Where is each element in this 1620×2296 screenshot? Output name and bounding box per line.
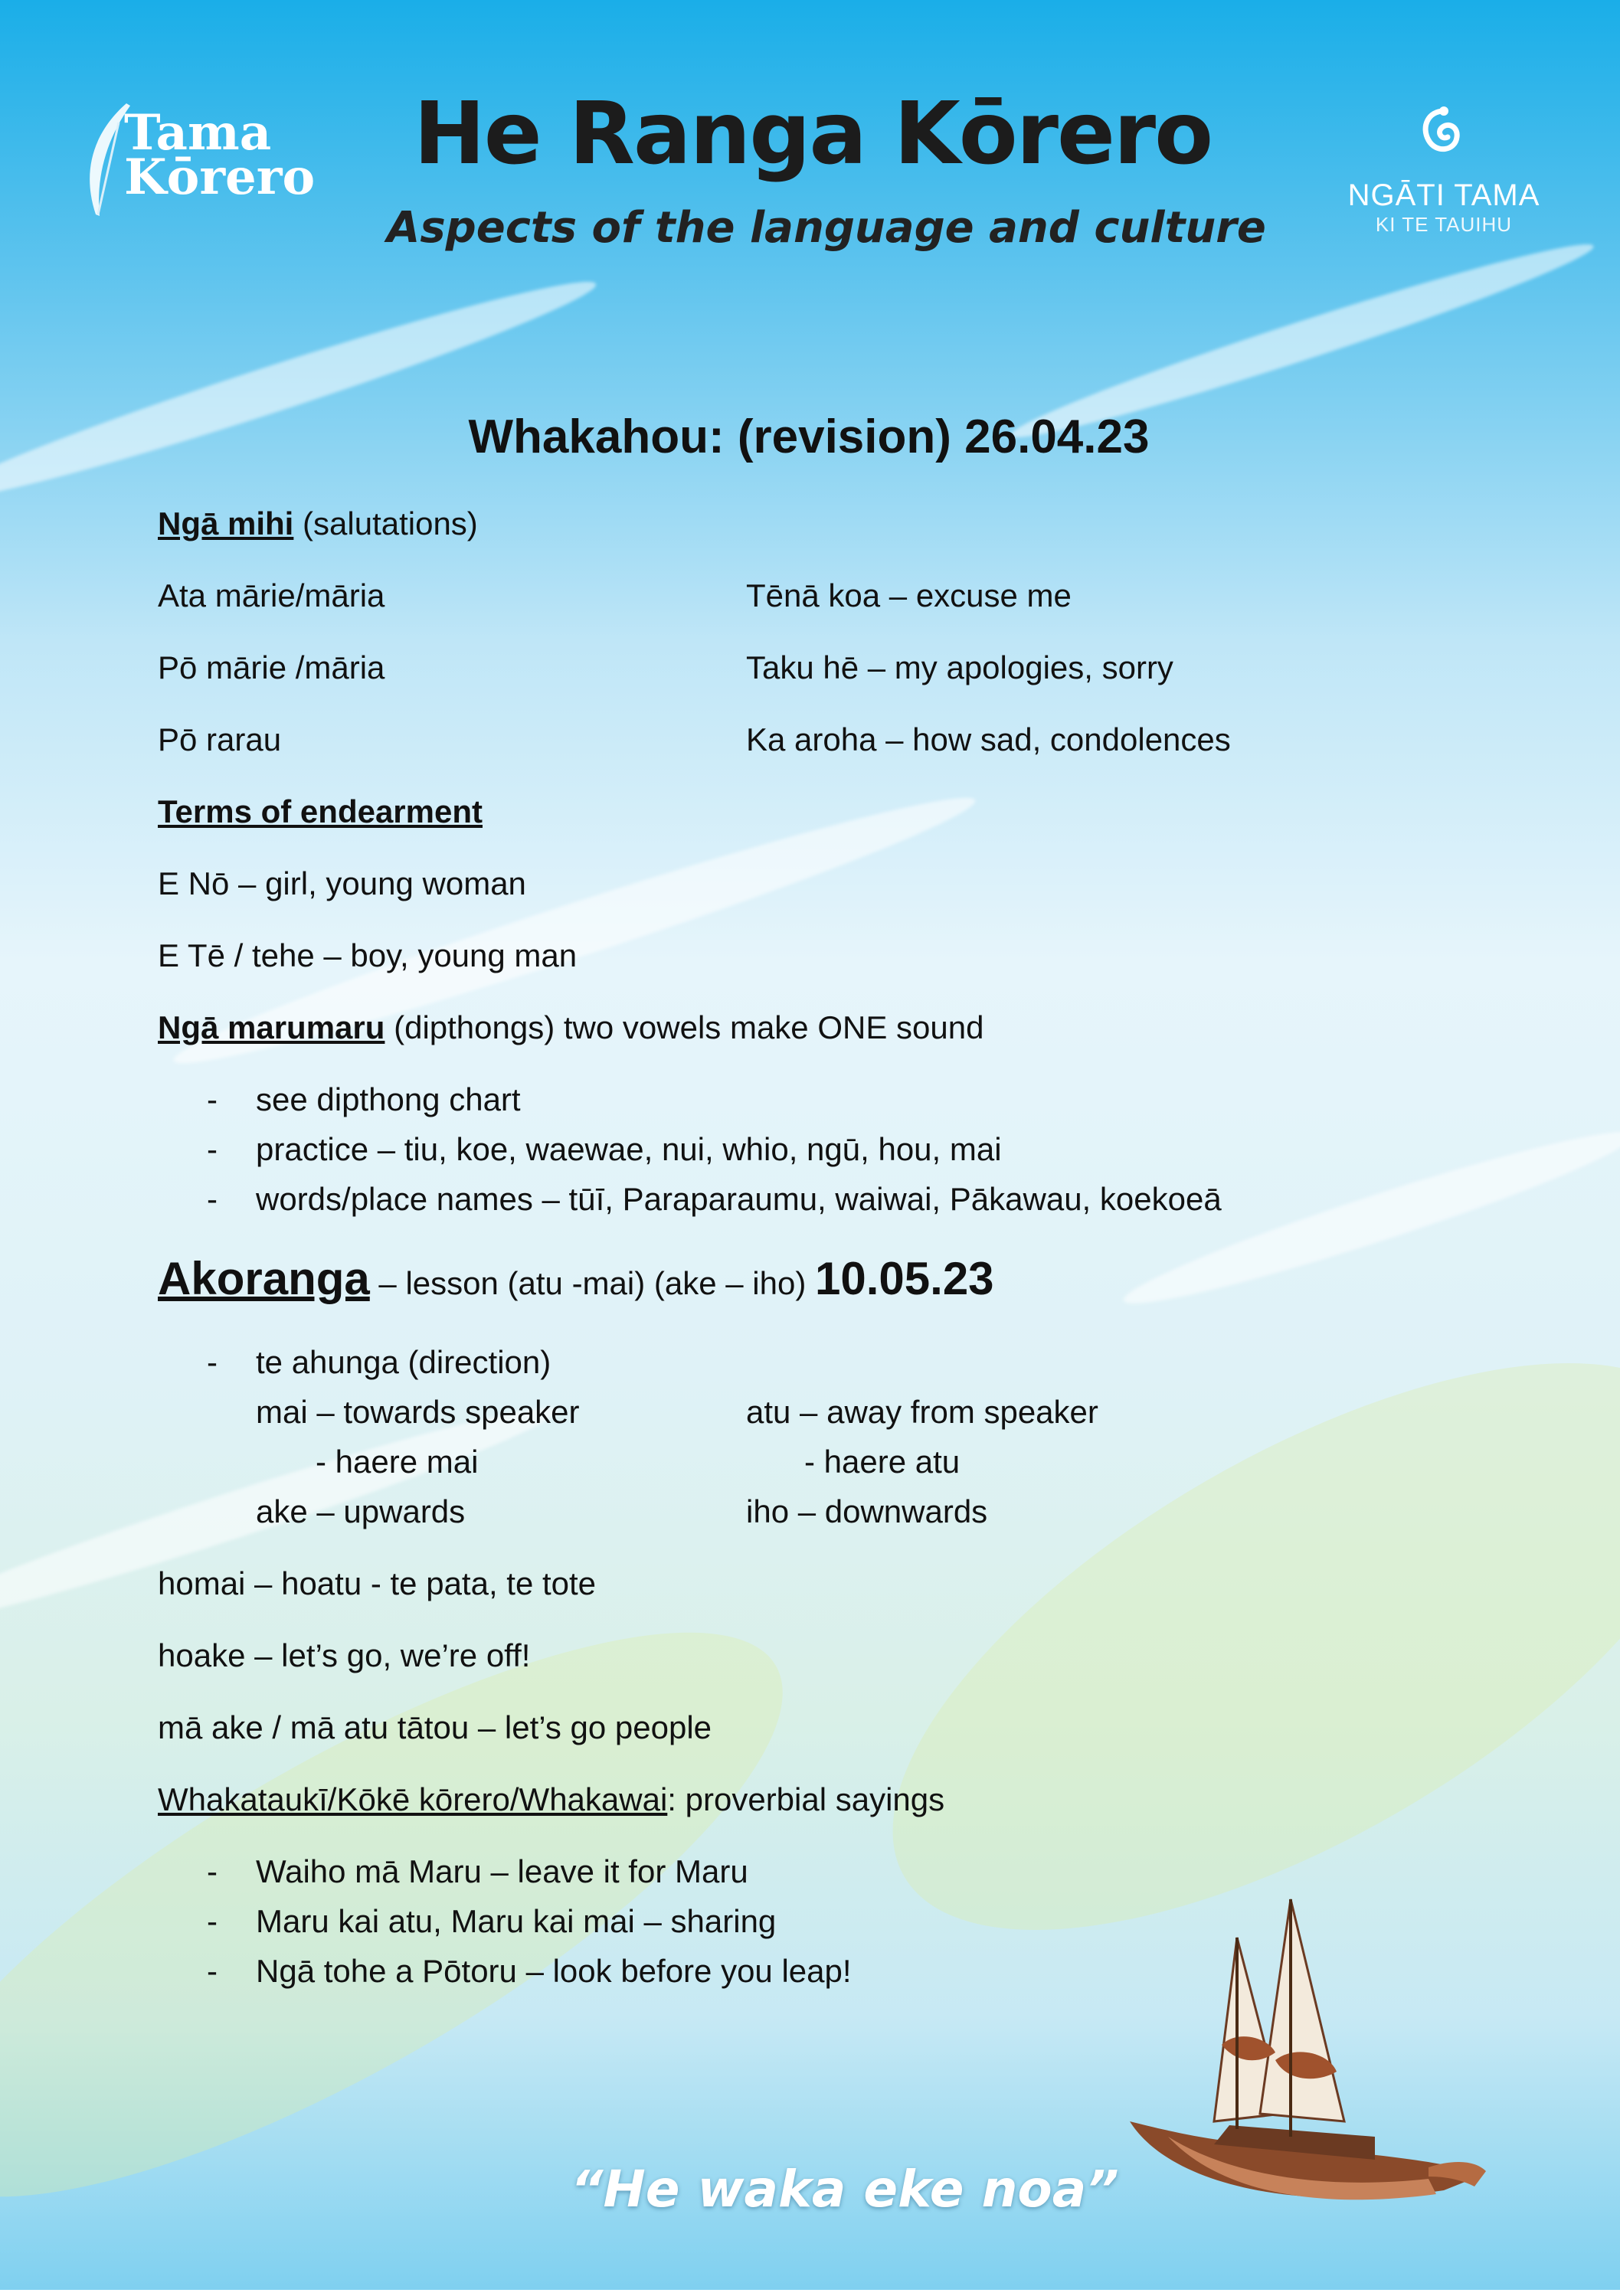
direction-right: - haere atu <box>804 1444 961 1480</box>
direction-left: ake – upwards <box>256 1493 466 1529</box>
direction-left: - haere mai <box>316 1444 479 1480</box>
bullet-dash: - <box>207 1953 218 1989</box>
mihi-right-item: Tēnā koa – excuse me <box>746 577 1072 613</box>
lesson-line: homai – hoatu - te pata, te tote <box>158 1565 597 1601</box>
bullet-dash: - <box>207 1903 218 1939</box>
page-subtitle: Aspects of the language and culture <box>387 203 1266 253</box>
bullet-text: see dipthong chart <box>256 1081 521 1117</box>
lesson-title: Akoranga <box>158 1253 370 1304</box>
footer-quote: “He waka eke noa” <box>571 2160 1119 2219</box>
logo-left-line2: Kōrero <box>124 149 316 206</box>
marumaru-heading <box>158 1009 983 1046</box>
bullet-dash: - <box>207 1131 218 1167</box>
page-title: He Ranga Kōrero <box>414 84 1213 184</box>
sayings-label: Whakataukī/Kōkē kōrero/Whakawai <box>158 1781 668 1817</box>
mihi-heading <box>158 505 478 542</box>
mihi-label: Ngā mihi <box>158 505 294 541</box>
mihi-left-item: Ata mārie/māria <box>158 577 385 613</box>
mihi-left-item: Pō mārie /māria <box>158 649 385 685</box>
bullet-text: Ngā tohe a Pōtoru – look before you leap! <box>256 1953 852 1989</box>
endearment-heading: Terms of endearment <box>158 793 483 829</box>
revision-heading: Whakahou: (revision) 26.04.23 <box>468 410 1150 463</box>
direction-right: iho – downwards <box>746 1493 988 1529</box>
lesson-line: mā ake / mā atu tātou – let’s go people <box>158 1709 712 1745</box>
mihi-note: (salutations) <box>303 505 478 541</box>
logo-left-line1: Tama <box>124 104 272 162</box>
sayings-note: : proverbial sayings <box>667 1781 945 1817</box>
ngati-tama-logo <box>1329 103 1559 237</box>
direction-right: atu – away from speaker <box>746 1394 1098 1430</box>
lesson-line: hoake – let’s go, we’re off! <box>158 1637 531 1673</box>
lesson-subtitle: – lesson (atu -mai) (ake – iho) <box>378 1265 807 1301</box>
bullet-dash: - <box>207 1181 218 1217</box>
bullet-dash: - <box>207 1853 218 1889</box>
bullet-dash: - <box>207 1344 218 1380</box>
bullet-text: words/place names – tūī, Paraparaumu, waiwai, Pākawau, koekoeā <box>256 1181 1222 1217</box>
marumaru-label: Ngā marumaru <box>158 1009 385 1045</box>
bullet-text: Waiho mā Maru – leave it for Maru <box>256 1853 748 1889</box>
lesson-heading <box>158 1252 994 1305</box>
lesson-date: 10.05.23 <box>815 1253 994 1304</box>
mihi-right-item: Taku hē – my apologies, sorry <box>746 649 1173 685</box>
koru-icon <box>1409 103 1478 168</box>
direction-left: mai – towards speaker <box>256 1394 580 1430</box>
sayings-heading <box>158 1781 944 1818</box>
bullet-text: Maru kai atu, Maru kai mai – sharing <box>256 1903 777 1939</box>
logo-right-line1: NGĀTI TAMA <box>1347 178 1540 212</box>
mihi-right-item: Ka aroha – how sad, condolences <box>746 721 1231 757</box>
bullet-text: te ahunga (direction) <box>256 1344 551 1380</box>
endearment-item: E Nō – girl, young woman <box>158 865 526 901</box>
bullet-dash: - <box>207 1081 218 1117</box>
marumaru-note: (dipthongs) two vowels make ONE sound <box>394 1009 984 1045</box>
mihi-left-item: Pō rarau <box>158 721 282 757</box>
endearment-item: E Tē / tehe – boy, young man <box>158 937 578 973</box>
logo-right-line2: KI TE TAUIHU <box>1375 213 1513 236</box>
waka-canoe-illustration <box>1122 1892 1490 2229</box>
bullet-text: practice – tiu, koe, waewae, nui, whio, ngū, hou, mai <box>256 1131 1002 1167</box>
